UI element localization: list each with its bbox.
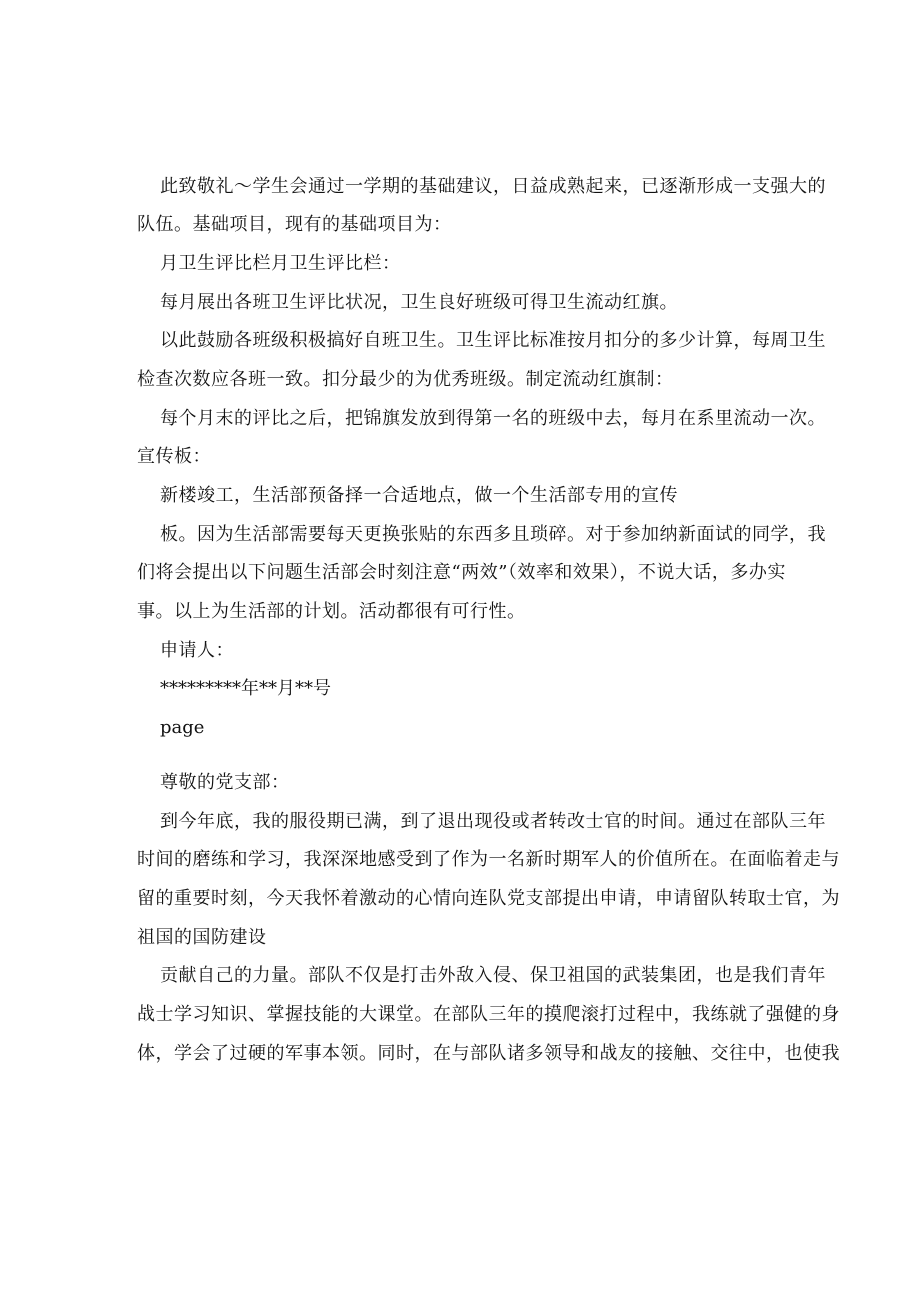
paragraph-line: 每个月末的评比之后，把锦旗发放到得第一名的班级中去，每月在系里流动一次。: [160, 408, 826, 429]
paragraph-line: 新楼竣工，生活部预备择一合适地点，做一个生活部专用的宣传: [160, 485, 678, 506]
paragraph-line: 到今年底，我的服役期已满，到了退出现役或者转改士官的时间。通过在部队三年: [160, 811, 826, 832]
paragraph-line: 以此鼓励各班级积极搞好自班卫生。卫生评比标准按月扣分的多少计算，每周卫生: [160, 330, 826, 351]
paragraph-line: 宣传板：: [137, 446, 211, 467]
paragraph-line: 板。因为生活部需要每天更换张贴的东西多且琐碎。对于参加纳新面试的同学，我: [160, 524, 826, 545]
paragraph-line: 此致敬礼～学生会通过一学期的基础建议，日益成熟起来，已逐渐形成一支强大的: [160, 176, 826, 197]
paragraph-line: 留的重要时刻，今天我怀着激动的心情向连队党支部提出申请，申请留队转取士官，为: [137, 888, 840, 909]
paragraph-line: 每月展出各班卫生评比状况，卫生良好班级可得卫生流动红旗。: [160, 292, 678, 313]
paragraph-line: 队伍。基础项目，现有的基础项目为：: [137, 214, 452, 235]
applicant-label: 申请人：: [160, 640, 234, 661]
paragraph-line: 们将会提出以下问题生活部会时刻注意“两效”（效率和效果），不说大话，多办实: [137, 562, 786, 583]
paragraph-line: 事。以上为生活部的计划。活动都很有可行性。: [137, 601, 526, 622]
date-line: *********年**月**号: [160, 678, 331, 699]
paragraph-line: 检查次数应各班一致。扣分最少的为优秀班级。制定流动红旗制：: [137, 369, 674, 390]
paragraph-line: 体，学会了过硬的军事本领。同时，在与部队诸多领导和战友的接触、交往中，也使我: [137, 1043, 840, 1064]
paragraph-line: 月卫生评比栏月卫生评比栏：: [160, 253, 401, 274]
paragraph-line: 贡献自己的力量。部队不仅是打击外敌入侵、保卫祖国的武装集团，也是我们青年: [160, 965, 826, 986]
salutation: 尊敬的党支部：: [160, 772, 290, 793]
paragraph-line: 时间的磨练和学习，我深深地感受到了作为一名新时期军人的价值所在。在面临着走与: [137, 849, 840, 870]
paragraph-line: 祖国的国防建设: [137, 927, 267, 948]
paragraph-line: 战士学习知识、掌握技能的大课堂。在部队三年的摸爬滚打过程中，我练就了强健的身: [137, 1004, 840, 1025]
page-marker: page: [160, 717, 205, 738]
